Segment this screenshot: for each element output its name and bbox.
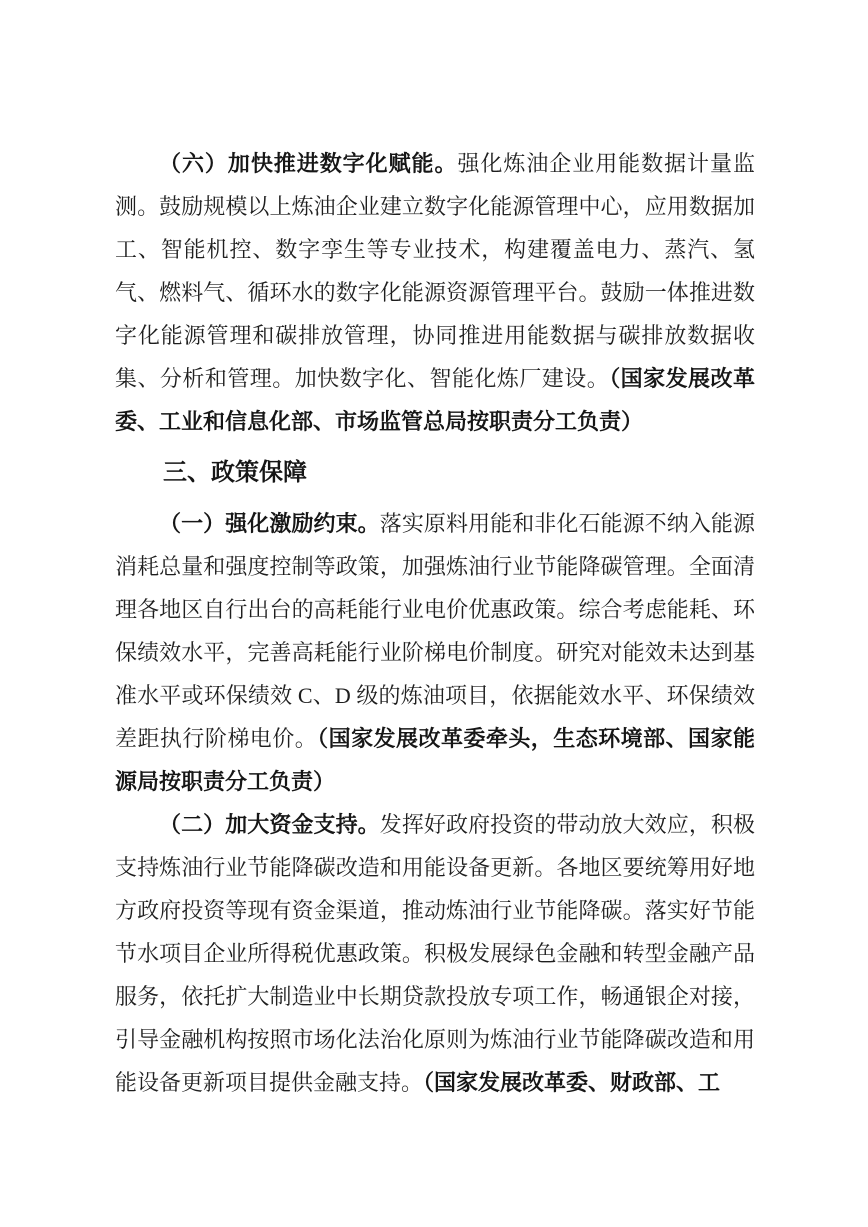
paragraph-body: 落实原料用能和非化石能源不纳入能源消耗总量和强度控制等政策，加强炼油行业节能降碳管理。全面清理各地区自行出台的高耗能行业电价优惠政策。综合考虑能耗、环保绩效水平，完善高耗能行业阶梯电价制度。研究对能效未达到基准水平或环保绩效 C、D 级的炼油项目，依据能效水平、环保绩效差距执行阶梯电价。	[115, 511, 755, 751]
paragraph-item-six	[115, 142, 755, 443]
paragraph-body: 发挥好政府投资的带动放大效应，积极支持炼油行业节能降碳改造和用能设备更新。各地区要统筹用好地方政府投资等现有资金渠道，推动炼油行业节能降碳。落实好节能节水项目企业所得税优惠政策。积极发展绿色金融和转型金融产品服务，依托扩大制造业中长期贷款投放专项工作，畅通银企对接，引导金融机构按照市场化法治化原则为炼油行业节能降碳改造和用能设备更新项目提供金融支持。	[115, 812, 755, 1095]
paragraph-item-one	[115, 502, 755, 803]
paragraph-item-two	[115, 803, 755, 1104]
paragraph-lead: （一）强化激励约束。	[159, 511, 380, 536]
paragraph-lead: （六）加快推进数字化赋能。	[159, 151, 458, 176]
responsibility-note: （国家发展改革委、财政部、工	[423, 1070, 721, 1095]
responsibility-note: （国家发展改革委牵头，生态环境部、国家能源局按职责分工负责）	[115, 726, 755, 794]
responsibility-note: （国家发展改革委、工业和信息化部、市场监管总局按职责分工负责）	[115, 366, 755, 434]
paragraph-body: 强化炼油企业用能数据计量监测。鼓励规模以上炼油企业建立数字化能源管理中心，应用数据加工、智能机控、数字孪生等专业技术，构建覆盖电力、蒸汽、氢气、燃料气、循环水的数字化能源资源管理平台。鼓励一体推进数字化能源管理和碳排放管理，协同推进用能数据与碳排放数据收集、分析和管理。加快数字化、智能化炼厂建设。	[115, 151, 755, 391]
section-heading: 三、政策保障	[163, 459, 307, 486]
paragraph-lead: （二）加大资金支持。	[159, 812, 380, 837]
